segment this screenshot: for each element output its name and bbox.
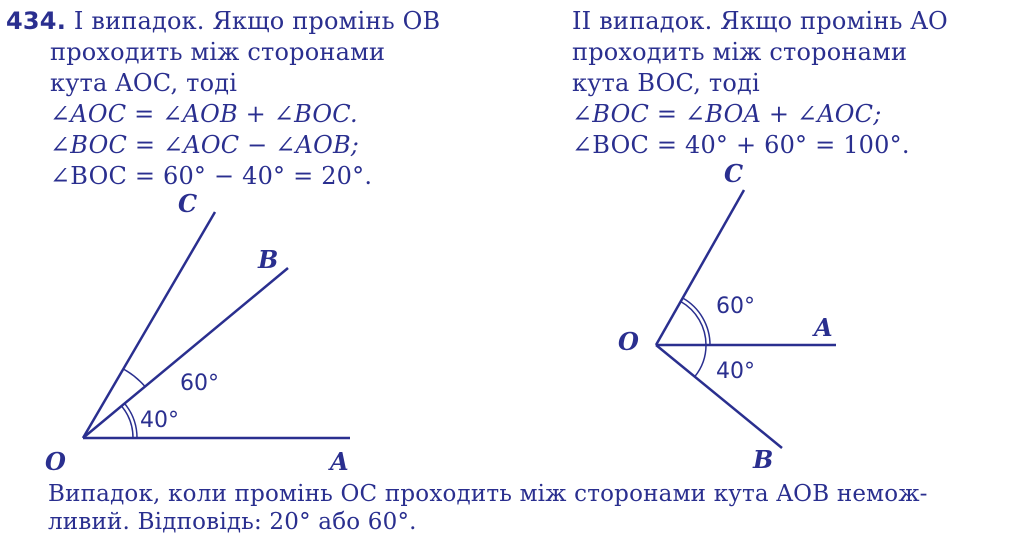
case1-equation-3: ∠BOC = 60° − 40° = 20°. bbox=[50, 162, 373, 190]
label-C-case1: C bbox=[178, 189, 198, 218]
figure-case1 bbox=[45, 189, 350, 476]
angle-label-40-case2: 40° bbox=[716, 359, 755, 384]
arc-40-case1 bbox=[122, 406, 134, 438]
problem-number: 434. bbox=[6, 7, 67, 35]
ray-OB-case1 bbox=[83, 268, 288, 438]
case2-heading: ІІ випадок. Якщо промінь AO bbox=[572, 7, 948, 35]
label-B-case2: B bbox=[753, 445, 774, 474]
case2-equation-2: ∠BOC = 40° + 60° = 100°. bbox=[572, 131, 910, 159]
label-O-case1: O bbox=[45, 447, 66, 476]
case2-line-3: кута BOC, тоді bbox=[572, 69, 760, 97]
case1-heading: І випадок. Якщо промінь OB bbox=[73, 7, 441, 35]
case2-equation-1: ∠BOC = ∠BOA + ∠AOC; bbox=[572, 100, 882, 128]
figure-case2 bbox=[618, 159, 836, 474]
label-B-case1: B bbox=[258, 245, 279, 274]
angle-label-60-case1: 60° bbox=[180, 371, 219, 396]
label-A-case1: A bbox=[330, 447, 349, 476]
arc-40-case2 bbox=[695, 345, 706, 377]
arc-60-case1 bbox=[123, 369, 145, 387]
arc-60-case2 bbox=[681, 302, 706, 346]
label-C-case2: C bbox=[724, 159, 744, 188]
case1-equation-2: ∠BOC = ∠AOC − ∠AOB; bbox=[50, 131, 360, 159]
case1-equation-1: ∠AOC = ∠AOB + ∠BOC. bbox=[50, 100, 358, 128]
case2-line-2: проходить між сторонами bbox=[572, 38, 908, 66]
conclusion-line-2: ливий. Відповідь: 20° або 60°. bbox=[48, 509, 417, 535]
ray-OC-case1 bbox=[83, 212, 215, 438]
case1-line-3: кута AOC, тоді bbox=[50, 69, 238, 97]
conclusion-line-1: Випадок, коли промінь OC проходить між сторонами кута AOB немож- bbox=[48, 481, 928, 507]
case1-line-2: проходить між сторонами bbox=[50, 38, 386, 66]
label-A-case2: A bbox=[814, 313, 833, 342]
label-O-case2: O bbox=[618, 327, 639, 356]
angle-label-60-case2: 60° bbox=[716, 294, 755, 319]
angle-label-40-case1: 40° bbox=[140, 408, 179, 433]
